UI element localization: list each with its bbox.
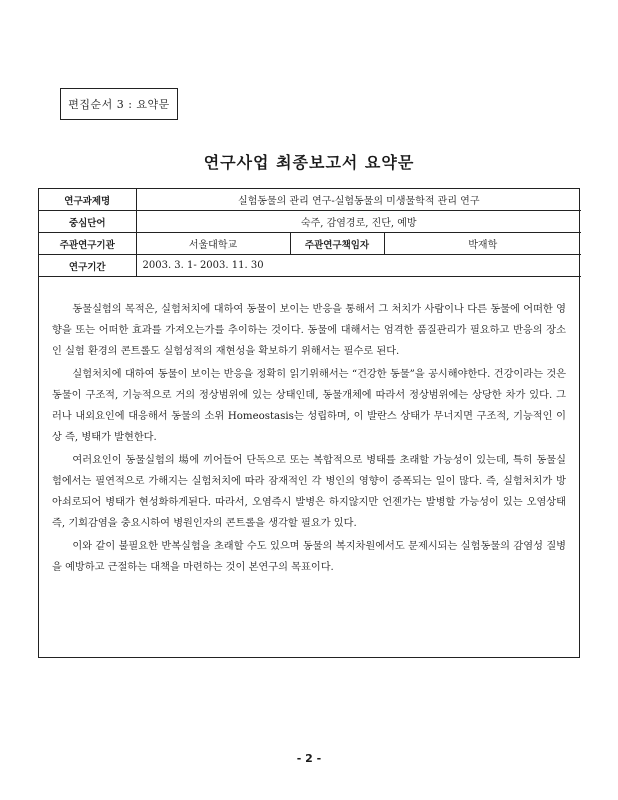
editing-order-tag: 편집순서 3 : 요약문 [60,88,178,120]
pi-label: 주관연구책임자 [290,233,384,255]
period-label: 연구기간 [39,255,136,277]
period-value: 2003. 3. 1- 2003. 11. 30 [136,255,581,277]
table-row [39,189,581,211]
summary-paragraph: 여러요인이 동물실험의 場에 끼어들어 단독으로 또는 복합적으로 병태를 초래할 가능성이 있는데, 특히 동물실험에서는 필연적으로 가해지는 실험처치에 따라 잠재적인 각 병인의 영향이 증폭되는 일이 많다. 즉, 실험처치가 방아쇠로되어 병태가 현성화하게된다. 따라서, 오염즉시 발병은 하지않지만 언젠가는 발병할 가능성이 있는 오염상태 즉, 기회감염을 충요시하여 병원인자의 콘트롤을 생각할 필요가 있다. [52,455,566,529]
institution-value: 서울대학교 [136,233,290,255]
table-row [39,255,581,277]
project-title-label: 연구과제명 [39,189,136,211]
summary-paragraph: 이와 같이 불필요한 반복실험을 초래할 수도 있으며 동물의 복지차원에서도 문제시되는 실험동물의 감염성 질병을 예방하고 근절하는 대책을 마련하는 것이 본연구의 목표이다. [52,541,566,573]
pi-value: 박재학 [384,233,581,255]
table-row [39,233,581,255]
page-title: 연구사업 최종보고서 요약문 [203,153,415,172]
project-title-value: 실험동물의 관리 연구-실험동물의 미생물학적 관리 연구 [136,189,581,211]
summary-paragraph: 동물실험의 목적은, 실험처치에 대하여 동물이 보이는 반응을 통해서 그 처치가 사람이나 다른 동물에 어떠한 영향을 또는 어떠한 효과를 가져오는가를 추이하는 것이다. 동물에 대해서는 엄격한 품질관리가 필요하고 반응의 장소인 실험 환경의 콘트롤도 실험성적의 재현성을 확보하기 위해서는 필수로 된다. [52,304,566,357]
keywords-value: 숙주, 감염경로, 진단, 예방 [136,211,581,233]
page-number: - 2 - [296,752,322,765]
project-info-table [39,189,581,277]
summary-report-box [38,188,580,658]
table-row [39,211,581,233]
summary-paragraph: 실험처치에 대하여 동물이 보이는 반응을 정확히 읽기위해서는 “건강한 동물”을 공시해야한다. 건강이라는 것은 동물이 구조적, 기능적으로 거의 정상범위에 있는 상태인데, 동물개체에 따라서 정상범위에는 상당한 차가 있다. 그러나 내외요인에 대응해서 동물의 소위 Homeostasis는 성립하며, 이 발란스 상태가 무너지면 구조적, 기능적인 이상 즉, 병태가 발현한다. [52,369,566,443]
summary-body [39,277,579,578]
institution-label: 주관연구기관 [39,233,136,255]
keywords-label: 중심단어 [39,211,136,233]
